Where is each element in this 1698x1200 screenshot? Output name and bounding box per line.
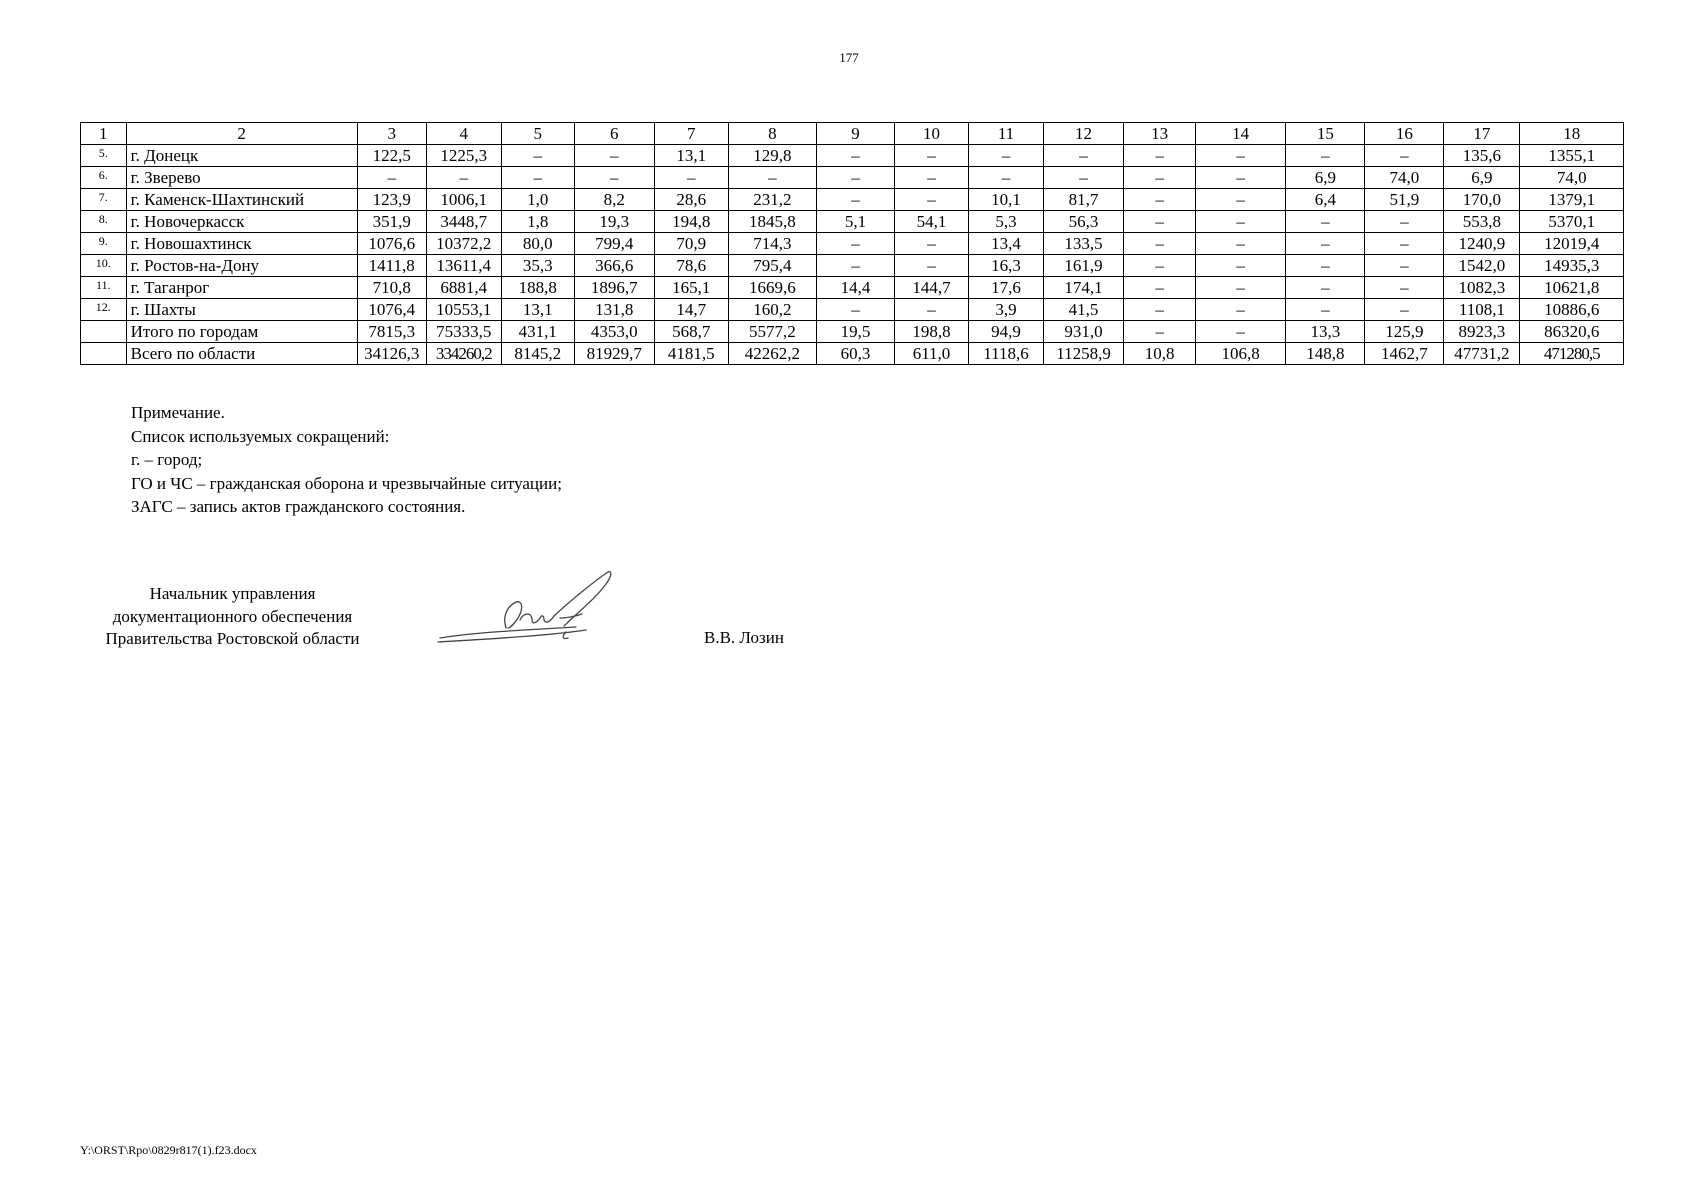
value-cell: 710,8 — [357, 277, 426, 299]
value-cell: – — [1124, 321, 1196, 343]
city-name-cell: г. Зверево — [126, 167, 357, 189]
value-cell: 13,3 — [1286, 321, 1365, 343]
header-cell: 10 — [895, 123, 969, 145]
value-cell: – — [1124, 211, 1196, 233]
value-cell: – — [1044, 145, 1124, 167]
value-cell: 12019,4 — [1520, 233, 1624, 255]
header-cell: 2 — [126, 123, 357, 145]
row-number-cell: 11. — [81, 277, 127, 299]
value-cell: 366,6 — [574, 255, 654, 277]
signer-title — [80, 583, 385, 651]
value-cell: – — [895, 299, 969, 321]
value-cell: – — [1124, 299, 1196, 321]
notes-heading: Примечание. — [131, 403, 225, 422]
value-cell: – — [574, 167, 654, 189]
abbreviations-title: Список используемых сокращений: — [131, 426, 390, 446]
value-cell: 351,9 — [357, 211, 426, 233]
value-cell: 41,5 — [1044, 299, 1124, 321]
value-cell: – — [1196, 233, 1286, 255]
row-number-cell: 8. — [81, 211, 127, 233]
header-cell: 4 — [426, 123, 501, 145]
value-cell: 13,1 — [501, 299, 574, 321]
value-cell: 611,0 — [895, 343, 969, 365]
value-cell: 10553,1 — [426, 299, 501, 321]
value-cell: – — [1196, 167, 1286, 189]
value-cell: 431,1 — [501, 321, 574, 343]
header-cell: 12 — [1044, 123, 1124, 145]
value-cell: 148,8 — [1286, 343, 1365, 365]
header-cell: 8 — [728, 123, 816, 145]
value-cell: – — [1286, 233, 1365, 255]
header-cell: 11 — [969, 123, 1044, 145]
signer-name: В.В. Лозин — [704, 628, 784, 647]
value-cell: – — [1124, 233, 1196, 255]
value-cell: 28,6 — [654, 189, 728, 211]
value-cell: – — [1196, 299, 1286, 321]
value-cell: 47731,2 — [1444, 343, 1520, 365]
value-cell: – — [1365, 299, 1444, 321]
value-cell: 188,8 — [501, 277, 574, 299]
abbreviation-item: ЗАГС – запись актов гражданского состояния. — [131, 497, 466, 516]
header-cell: 18 — [1520, 123, 1624, 145]
value-cell: 1,0 — [501, 189, 574, 211]
value-cell: 714,3 — [728, 233, 816, 255]
header-cell: 13 — [1124, 123, 1196, 145]
table-row — [81, 343, 1624, 365]
value-cell: 123,9 — [357, 189, 426, 211]
city-name-cell: г. Новошахтинск — [126, 233, 357, 255]
value-cell: – — [1286, 299, 1365, 321]
table-row — [81, 189, 1624, 211]
value-cell: 1379,1 — [1520, 189, 1624, 211]
value-cell: 553,8 — [1444, 211, 1520, 233]
value-cell: 10621,8 — [1520, 277, 1624, 299]
header-cell: 7 — [654, 123, 728, 145]
value-cell: – — [816, 255, 894, 277]
header-cell: 17 — [1444, 123, 1520, 145]
value-cell: – — [1286, 145, 1365, 167]
value-cell: 129,8 — [728, 145, 816, 167]
value-cell: – — [969, 167, 1044, 189]
value-cell: 81929,7 — [574, 343, 654, 365]
value-cell: 1118,6 — [969, 343, 1044, 365]
value-cell: – — [728, 167, 816, 189]
value-cell: 81,7 — [1044, 189, 1124, 211]
value-cell: – — [1196, 145, 1286, 167]
value-cell: 1082,3 — [1444, 277, 1520, 299]
value-cell: 795,4 — [728, 255, 816, 277]
table-row — [81, 233, 1624, 255]
value-cell: 471280,5 — [1520, 343, 1624, 365]
value-cell: 161,9 — [1044, 255, 1124, 277]
value-cell: – — [1124, 189, 1196, 211]
value-cell: 106,8 — [1196, 343, 1286, 365]
value-cell: 1542,0 — [1444, 255, 1520, 277]
value-cell: – — [1196, 211, 1286, 233]
value-cell: – — [1365, 277, 1444, 299]
value-cell: – — [816, 167, 894, 189]
value-cell: 1225,3 — [426, 145, 501, 167]
value-cell: 13,1 — [654, 145, 728, 167]
table-body — [81, 123, 1624, 365]
value-cell: 6,9 — [1444, 167, 1520, 189]
value-cell: – — [1196, 189, 1286, 211]
handwritten-signature — [436, 570, 636, 650]
value-cell: 1,8 — [501, 211, 574, 233]
value-cell: 17,6 — [969, 277, 1044, 299]
value-cell: 174,1 — [1044, 277, 1124, 299]
value-cell: – — [1196, 321, 1286, 343]
value-cell: 16,3 — [969, 255, 1044, 277]
city-name-cell: Всего по области — [126, 343, 357, 365]
table-row — [81, 299, 1624, 321]
value-cell: – — [1365, 233, 1444, 255]
value-cell: 4181,5 — [654, 343, 728, 365]
value-cell: 8,2 — [574, 189, 654, 211]
signer-title-line: документационного обеспечения — [112, 606, 353, 626]
header-cell: 3 — [357, 123, 426, 145]
table-row — [81, 321, 1624, 343]
value-cell: – — [501, 145, 574, 167]
value-cell: – — [895, 255, 969, 277]
value-cell: 56,3 — [1044, 211, 1124, 233]
value-cell: 70,9 — [654, 233, 728, 255]
value-cell: 74,0 — [1520, 167, 1624, 189]
value-cell: – — [357, 167, 426, 189]
row-number-cell: 12. — [81, 299, 127, 321]
value-cell: – — [1286, 255, 1365, 277]
table-header-row — [81, 123, 1624, 145]
value-cell: 86320,6 — [1520, 321, 1624, 343]
value-cell: – — [816, 189, 894, 211]
header-cell: 1 — [81, 123, 127, 145]
value-cell: – — [1124, 277, 1196, 299]
value-cell: 5370,1 — [1520, 211, 1624, 233]
value-cell: 231,2 — [728, 189, 816, 211]
city-name-cell: г. Ростов-на-Дону — [126, 255, 357, 277]
value-cell: 170,0 — [1444, 189, 1520, 211]
value-cell: 1076,4 — [357, 299, 426, 321]
file-path: Y:\ORST\Rpo\0829r817(1).f23.docx — [80, 1143, 257, 1157]
value-cell: 74,0 — [1365, 167, 1444, 189]
value-cell: 1845,8 — [728, 211, 816, 233]
value-cell: – — [426, 167, 501, 189]
value-cell: 122,5 — [357, 145, 426, 167]
value-cell: – — [654, 167, 728, 189]
header-cell: 15 — [1286, 123, 1365, 145]
value-cell: 194,8 — [654, 211, 728, 233]
city-name-cell: г. Каменск-Шахтинский — [126, 189, 357, 211]
table-row — [81, 145, 1624, 167]
value-cell: 51,9 — [1365, 189, 1444, 211]
value-cell: 131,8 — [574, 299, 654, 321]
header-cell: 9 — [816, 123, 894, 145]
value-cell: 94,9 — [969, 321, 1044, 343]
value-cell: 125,9 — [1365, 321, 1444, 343]
value-cell: 19,3 — [574, 211, 654, 233]
row-number-cell: 7. — [81, 189, 127, 211]
value-cell: 80,0 — [501, 233, 574, 255]
row-number-cell — [81, 321, 127, 343]
value-cell: 6881,4 — [426, 277, 501, 299]
value-cell: 5,3 — [969, 211, 1044, 233]
value-cell: – — [895, 189, 969, 211]
value-cell: 1355,1 — [1520, 145, 1624, 167]
value-cell: – — [1365, 145, 1444, 167]
value-cell: 5,1 — [816, 211, 894, 233]
value-cell: 1896,7 — [574, 277, 654, 299]
value-cell: 14,4 — [816, 277, 894, 299]
value-cell: 60,3 — [816, 343, 894, 365]
value-cell: – — [969, 145, 1044, 167]
value-cell: 35,3 — [501, 255, 574, 277]
value-cell: 1076,6 — [357, 233, 426, 255]
value-cell: 3,9 — [969, 299, 1044, 321]
signer-title-line: Правительства Ростовской области — [105, 629, 360, 648]
value-cell: – — [895, 167, 969, 189]
value-cell: 75333,5 — [426, 321, 501, 343]
row-number-cell: 9. — [81, 233, 127, 255]
value-cell: 135,6 — [1444, 145, 1520, 167]
table-row — [81, 255, 1624, 277]
value-cell: 5577,2 — [728, 321, 816, 343]
row-number-cell: 6. — [81, 167, 127, 189]
value-cell: 6,9 — [1286, 167, 1365, 189]
value-cell: 10886,6 — [1520, 299, 1624, 321]
value-cell: – — [501, 167, 574, 189]
value-cell: 133,5 — [1044, 233, 1124, 255]
value-cell: 160,2 — [728, 299, 816, 321]
value-cell: 10,1 — [969, 189, 1044, 211]
value-cell: 14935,3 — [1520, 255, 1624, 277]
value-cell: 799,4 — [574, 233, 654, 255]
data-table — [80, 122, 1624, 365]
table-row — [81, 277, 1624, 299]
value-cell: 34126,3 — [357, 343, 426, 365]
value-cell: 54,1 — [895, 211, 969, 233]
value-cell: 13611,4 — [426, 255, 501, 277]
value-cell: – — [1365, 255, 1444, 277]
signer-title-line: Начальник управления — [149, 584, 316, 603]
city-name-cell: г. Таганрог — [126, 277, 357, 299]
value-cell: 1240,9 — [1444, 233, 1520, 255]
row-number-cell: 10. — [81, 255, 127, 277]
city-name-cell: г. Новочеркасск — [126, 211, 357, 233]
value-cell: – — [1196, 255, 1286, 277]
value-cell: – — [1124, 255, 1196, 277]
value-cell: 1108,1 — [1444, 299, 1520, 321]
value-cell: – — [816, 299, 894, 321]
value-cell: 10372,2 — [426, 233, 501, 255]
value-cell: 6,4 — [1286, 189, 1365, 211]
value-cell: 42262,2 — [728, 343, 816, 365]
value-cell: 165,1 — [654, 277, 728, 299]
value-cell: 198,8 — [895, 321, 969, 343]
value-cell: – — [1124, 145, 1196, 167]
value-cell: 10,8 — [1124, 343, 1196, 365]
value-cell: 7815,3 — [357, 321, 426, 343]
table-row — [81, 167, 1624, 189]
page-number: 177 — [839, 50, 859, 65]
value-cell: 1462,7 — [1365, 343, 1444, 365]
abbreviation-item: г. – город; — [131, 450, 203, 469]
city-name-cell: г. Шахты — [126, 299, 357, 321]
value-cell: 3448,7 — [426, 211, 501, 233]
value-cell: – — [1124, 167, 1196, 189]
abbreviation-item: ГО и ЧС – гражданская оборона и чрезвычайные ситуации; — [131, 473, 562, 493]
value-cell: – — [1365, 211, 1444, 233]
value-cell: – — [895, 233, 969, 255]
value-cell: – — [1286, 211, 1365, 233]
value-cell: 1669,6 — [728, 277, 816, 299]
row-number-cell — [81, 343, 127, 365]
value-cell: 8145,2 — [501, 343, 574, 365]
value-cell: 11258,9 — [1044, 343, 1124, 365]
value-cell: 19,5 — [816, 321, 894, 343]
value-cell: 931,0 — [1044, 321, 1124, 343]
table-row — [81, 211, 1624, 233]
city-name-cell: г. Донецк — [126, 145, 357, 167]
value-cell: 4353,0 — [574, 321, 654, 343]
value-cell: 144,7 — [895, 277, 969, 299]
value-cell: 1411,8 — [357, 255, 426, 277]
value-cell: – — [1196, 277, 1286, 299]
notes-block — [131, 401, 562, 519]
city-name-cell: Итого по городам — [126, 321, 357, 343]
header-cell: 5 — [501, 123, 574, 145]
value-cell: 78,6 — [654, 255, 728, 277]
value-cell: 568,7 — [654, 321, 728, 343]
value-cell: 334260,2 — [426, 343, 501, 365]
header-cell: 6 — [574, 123, 654, 145]
value-cell: – — [1044, 167, 1124, 189]
value-cell: – — [1286, 277, 1365, 299]
header-cell: 14 — [1196, 123, 1286, 145]
value-cell: 1006,1 — [426, 189, 501, 211]
value-cell: 14,7 — [654, 299, 728, 321]
header-cell: 16 — [1365, 123, 1444, 145]
value-cell: – — [574, 145, 654, 167]
value-cell: 13,4 — [969, 233, 1044, 255]
row-number-cell: 5. — [81, 145, 127, 167]
value-cell: – — [816, 233, 894, 255]
value-cell: – — [895, 145, 969, 167]
value-cell: 8923,3 — [1444, 321, 1520, 343]
value-cell: – — [816, 145, 894, 167]
